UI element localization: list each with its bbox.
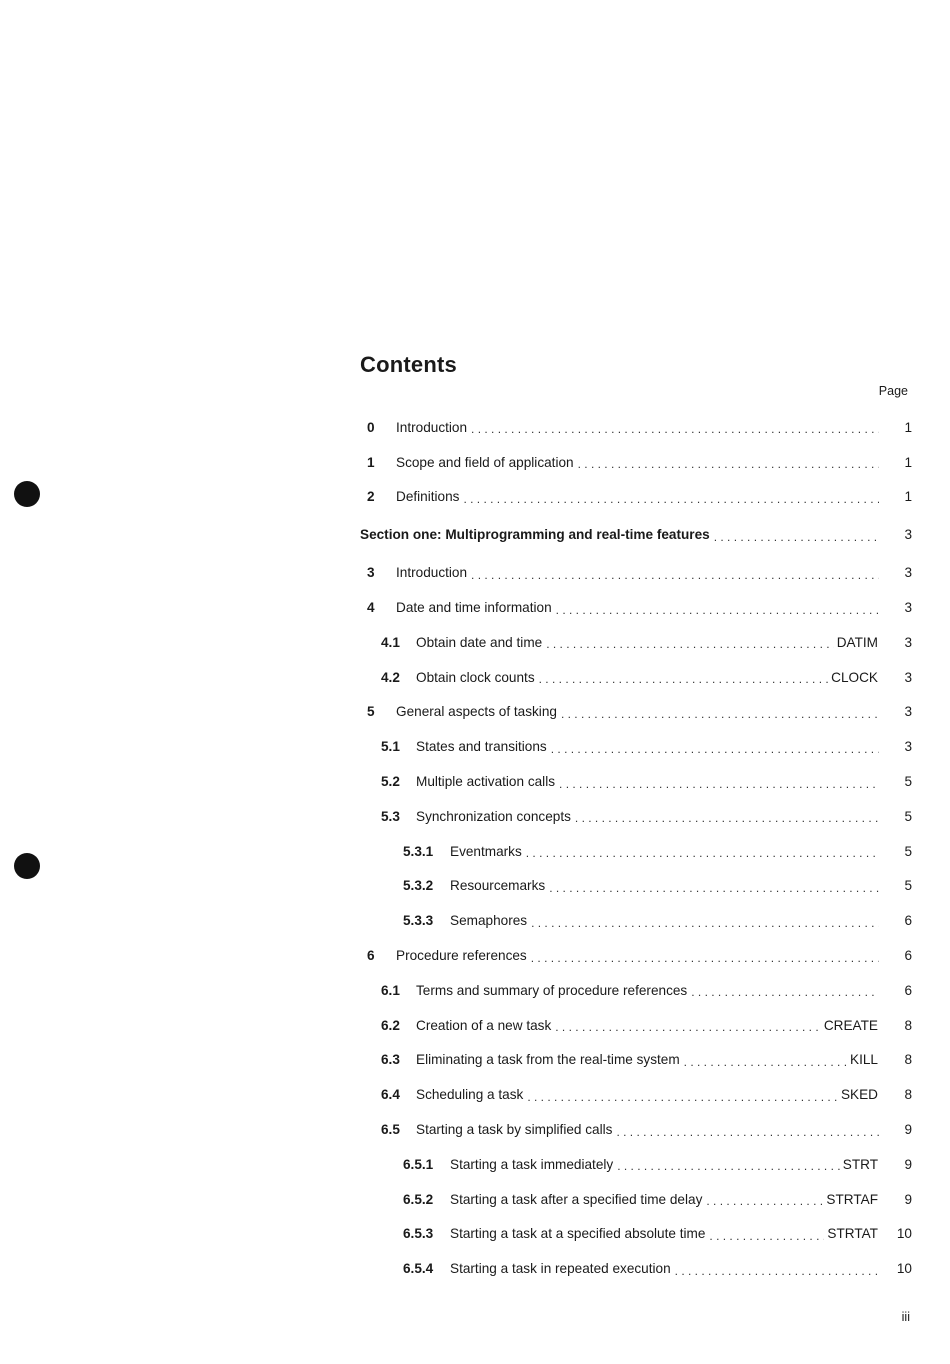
dot-leader bbox=[551, 742, 879, 756]
toc-entry-5-2[interactable]: 5.2 Multiple activation calls . . . 5 bbox=[360, 764, 912, 799]
procedure-code: CLOCK bbox=[831, 669, 878, 685]
dot-leader bbox=[675, 1264, 879, 1278]
dot-leader bbox=[527, 1090, 838, 1104]
toc-entry-5-3-3[interactable]: 5.3.3 Semaphores . . . 6 bbox=[360, 903, 912, 938]
dot-leader bbox=[714, 530, 879, 544]
toc-entry-6-5-4[interactable]: 6.5.4 Starting a task in repeated execution . . . 10 bbox=[360, 1251, 912, 1286]
dot-leader bbox=[531, 951, 879, 965]
toc-entry-4-1[interactable]: 4.1 Obtain date and time . . . DATIM 3 bbox=[360, 625, 912, 660]
toc-entry-1[interactable]: 1 Scope and field of application . . . 1 bbox=[360, 445, 912, 480]
procedure-code: KILL bbox=[850, 1052, 878, 1068]
table-of-contents bbox=[360, 410, 912, 1286]
page-number: iii bbox=[901, 1310, 910, 1324]
toc-entry-6-5-2[interactable]: 6.5.2 Starting a task after a specified time delay . . . STRTAF 9 bbox=[360, 1182, 912, 1217]
toc-entry-0[interactable]: 0 Introduction . . . 1 bbox=[360, 410, 912, 445]
dot-leader bbox=[526, 846, 879, 860]
dot-leader bbox=[559, 777, 879, 791]
toc-entry-5-3[interactable]: 5.3 Synchronization concepts . . . 5 bbox=[360, 799, 912, 834]
dot-leader bbox=[617, 1159, 840, 1173]
toc-section-one[interactable]: Section one: Multiprogramming and real-time features . . . 3 bbox=[360, 514, 912, 555]
toc-entry-2[interactable]: 2 Definitions . . . 1 bbox=[360, 480, 912, 515]
procedure-code: CREATE bbox=[823, 1017, 878, 1033]
dot-leader bbox=[709, 1229, 824, 1243]
toc-entry-6-2[interactable]: 6.2 Creation of a new task . . . CREATE 8 bbox=[360, 1008, 912, 1043]
procedure-code: SKED bbox=[840, 1087, 878, 1103]
dot-leader bbox=[578, 457, 879, 471]
page-title: Contents bbox=[360, 352, 457, 377]
dot-leader bbox=[684, 1055, 847, 1069]
toc-entry-6[interactable]: 6 Procedure references . . . 6 bbox=[360, 938, 912, 973]
page-column-label: Page bbox=[878, 384, 908, 398]
procedure-code: DATIM bbox=[836, 634, 878, 650]
dot-leader bbox=[706, 1194, 823, 1208]
toc-entry-6-1[interactable]: 6.1 Terms and summary of procedure references . . . 6 bbox=[360, 973, 912, 1008]
dot-leader bbox=[556, 603, 879, 617]
toc-entry-5-3-1[interactable]: 5.3.1 Eventmarks . . . 5 bbox=[360, 834, 912, 869]
dot-leader bbox=[691, 985, 879, 999]
binder-hole-top bbox=[14, 481, 40, 507]
procedure-code: STRT bbox=[842, 1156, 878, 1172]
procedure-code: STRTAF bbox=[826, 1191, 878, 1207]
toc-entry-5[interactable]: 5 General aspects of tasking . . . 3 bbox=[360, 695, 912, 730]
toc-entry-5-1[interactable]: 5.1 States and transitions . . . 3 bbox=[360, 729, 912, 764]
toc-entry-6-5[interactable]: 6.5 Starting a task by simplified calls . . . 9 bbox=[360, 1112, 912, 1147]
procedure-code: STRTAT bbox=[827, 1226, 878, 1242]
toc-entry-4-2[interactable]: 4.2 Obtain clock counts . . . CLOCK 3 bbox=[360, 660, 912, 695]
dot-leader bbox=[575, 811, 879, 825]
toc-entry-5-3-2[interactable]: 5.3.2 Resourcemarks . . . 5 bbox=[360, 869, 912, 904]
binder-hole-bottom bbox=[14, 853, 40, 879]
dot-leader bbox=[549, 881, 879, 895]
toc-entry-3[interactable]: 3 Introduction . . . 3 bbox=[360, 555, 912, 590]
dot-leader bbox=[531, 916, 879, 930]
dot-leader bbox=[555, 1020, 821, 1034]
dot-leader bbox=[471, 568, 879, 582]
toc-entry-6-4[interactable]: 6.4 Scheduling a task . . . SKED 8 bbox=[360, 1077, 912, 1112]
toc-entry-4[interactable]: 4 Date and time information . . . 3 bbox=[360, 590, 912, 625]
dot-leader bbox=[546, 637, 834, 651]
toc-entry-6-5-3[interactable]: 6.5.3 Starting a task at a specified absolute time . . . STRTAT 10 bbox=[360, 1217, 912, 1252]
dot-leader bbox=[471, 422, 879, 436]
toc-entry-6-5-1[interactable]: 6.5.1 Starting a task immediately . . . STRT 9 bbox=[360, 1147, 912, 1182]
dot-leader bbox=[463, 492, 879, 506]
dot-leader bbox=[616, 1125, 879, 1139]
dot-leader bbox=[561, 707, 879, 721]
dot-leader bbox=[539, 672, 829, 686]
toc-entry-6-3[interactable]: 6.3 Eliminating a task from the real-time system . . . KILL 8 bbox=[360, 1043, 912, 1078]
